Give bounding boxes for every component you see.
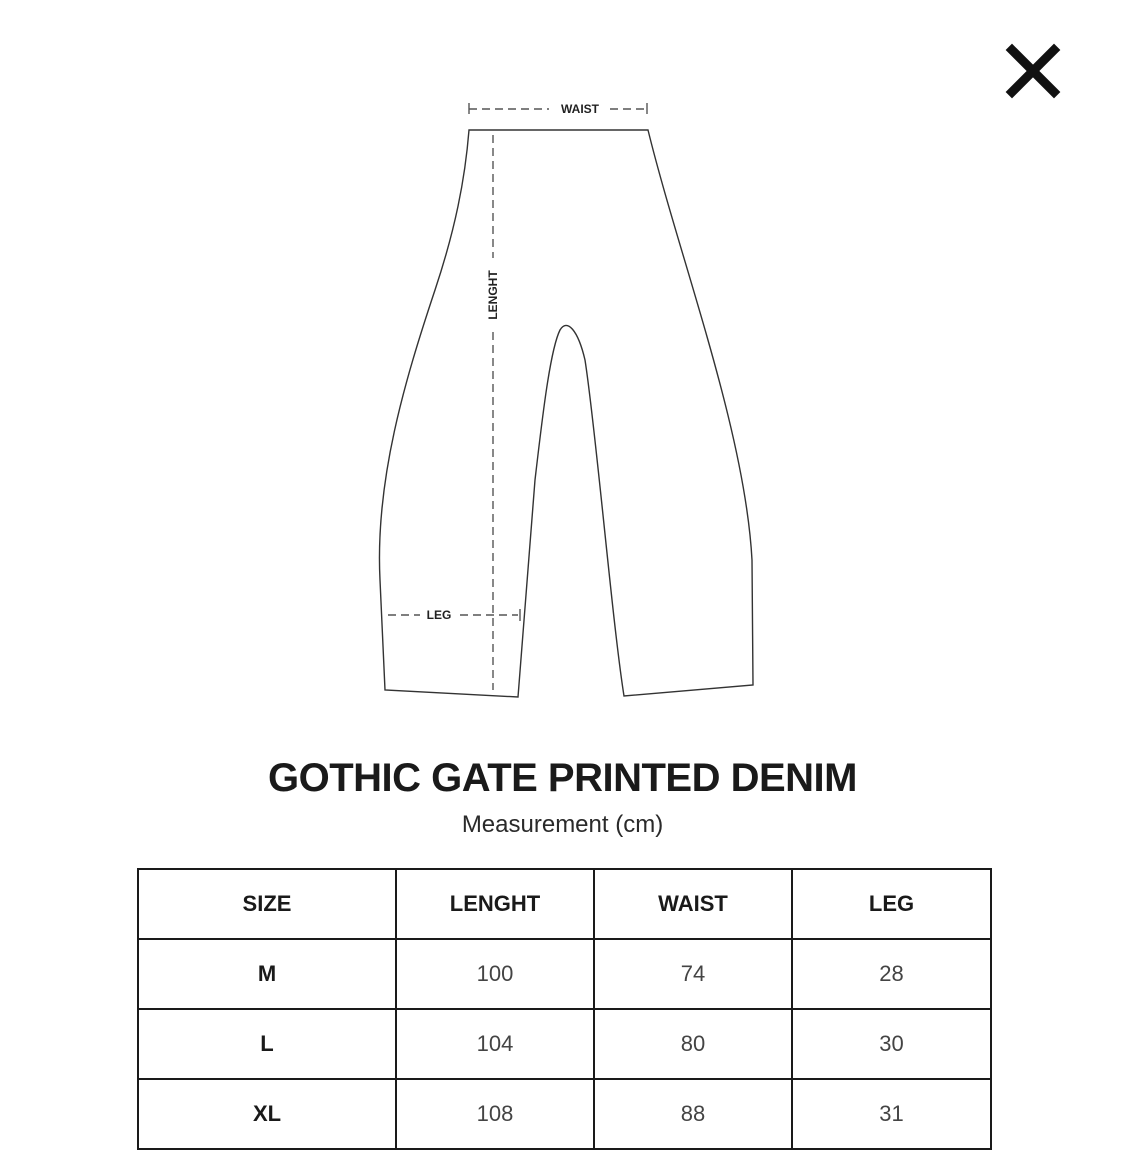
table-row: [138, 1079, 991, 1149]
length-cell: 108: [396, 1079, 594, 1149]
measurement-subtitle: Measurement (cm): [461, 811, 664, 838]
waist-label: WAIST: [561, 102, 599, 116]
size-cell: XL: [138, 1079, 396, 1149]
table-header-row: [138, 869, 991, 939]
header-waist: WAIST: [594, 869, 792, 939]
waist-cell: 80: [594, 1009, 792, 1079]
size-cell: L: [138, 1009, 396, 1079]
leg-label: LEG: [426, 608, 452, 622]
leg-cell: 28: [792, 939, 991, 1009]
waist-cell: 74: [594, 939, 792, 1009]
length-cell: 100: [396, 939, 594, 1009]
length-label: LENGHT: [486, 270, 500, 320]
leg-measure: [388, 608, 520, 622]
header-length: LENGHT: [396, 869, 594, 939]
table-row: [138, 1009, 991, 1079]
waist-cell: 88: [594, 1079, 792, 1149]
product-title: GOTHIC GATE PRINTED DENIM: [268, 756, 857, 800]
header-size: SIZE: [138, 869, 396, 939]
size-chart-table: [137, 868, 992, 1150]
length-cell: 104: [396, 1009, 594, 1079]
header-leg: LEG: [792, 869, 991, 939]
size-cell: M: [138, 939, 396, 1009]
length-measure: [486, 135, 500, 690]
leg-cell: 30: [792, 1009, 991, 1079]
leg-cell: 31: [792, 1079, 991, 1149]
waist-measure: [469, 102, 647, 116]
table-row: [138, 939, 991, 1009]
